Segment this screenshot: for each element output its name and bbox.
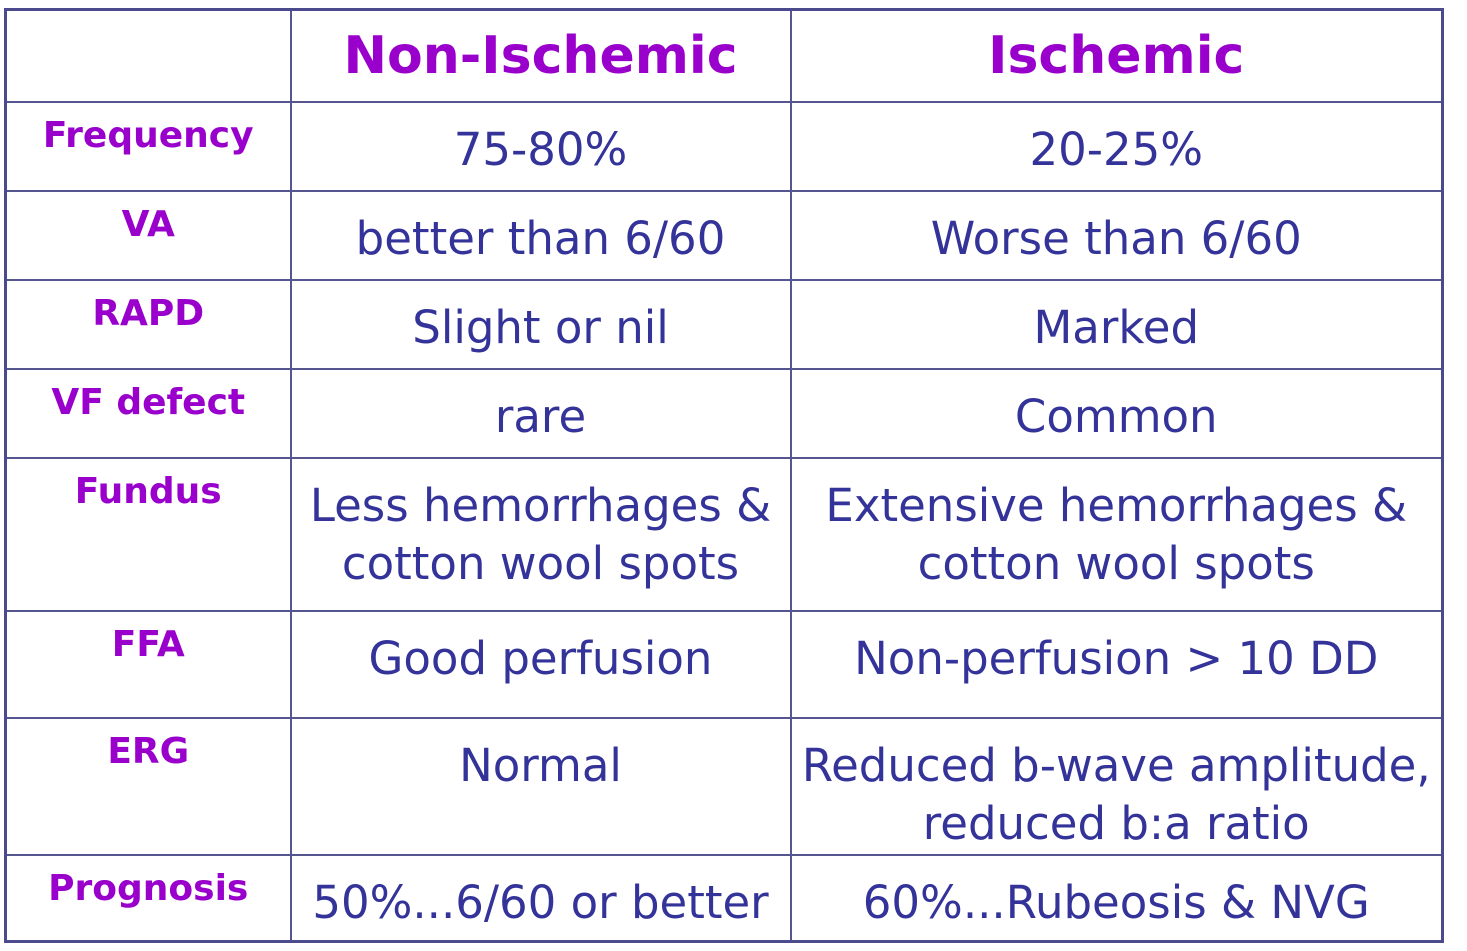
cell-ischemic: Non-perfusion > 10 DD bbox=[791, 611, 1443, 718]
row-label-prognosis: Prognosis bbox=[6, 855, 291, 942]
row-label-erg: ERG bbox=[6, 718, 291, 855]
cell-ischemic: Marked bbox=[791, 280, 1443, 369]
table-row bbox=[6, 855, 1443, 942]
row-label-ffa: FFA bbox=[6, 611, 291, 718]
cell-non-ischemic: 50%...6/60 or better bbox=[291, 855, 791, 942]
row-label-rapd: RAPD bbox=[6, 280, 291, 369]
cell-non-ischemic: better than 6/60 bbox=[291, 191, 791, 280]
cell-ischemic: Reduced b-wave amplitude, reduced b:a ratio bbox=[791, 718, 1443, 855]
cell-ischemic: Worse than 6/60 bbox=[791, 191, 1443, 280]
cell-non-ischemic: Normal bbox=[291, 718, 791, 855]
cell-non-ischemic: Good perfusion bbox=[291, 611, 791, 718]
column-header-non-ischemic: Non-Ischemic bbox=[291, 10, 791, 102]
cell-ischemic: 20-25% bbox=[791, 102, 1443, 191]
row-label-frequency: Frequency bbox=[6, 102, 291, 191]
table-row bbox=[6, 718, 1443, 855]
table-row bbox=[6, 369, 1443, 458]
table-row bbox=[6, 102, 1443, 191]
comparison-table bbox=[4, 8, 1444, 943]
table-row bbox=[6, 191, 1443, 280]
cell-non-ischemic: Slight or nil bbox=[291, 280, 791, 369]
cell-ischemic: Extensive hemorrhages & cotton wool spots bbox=[791, 458, 1443, 611]
cell-non-ischemic: Less hemorrhages & cotton wool spots bbox=[291, 458, 791, 611]
header-row bbox=[6, 10, 1443, 102]
cell-ischemic: 60%...Rubeosis & NVG bbox=[791, 855, 1443, 942]
cell-ischemic: Common bbox=[791, 369, 1443, 458]
row-label-va: VA bbox=[6, 191, 291, 280]
cell-non-ischemic: 75-80% bbox=[291, 102, 791, 191]
row-label-vf-defect: VF defect bbox=[6, 369, 291, 458]
table-row bbox=[6, 458, 1443, 611]
table-row bbox=[6, 280, 1443, 369]
row-label-fundus: Fundus bbox=[6, 458, 291, 611]
column-header-ischemic: Ischemic bbox=[791, 10, 1443, 102]
table-row bbox=[6, 611, 1443, 718]
cell-non-ischemic: rare bbox=[291, 369, 791, 458]
corner-cell bbox=[6, 10, 291, 102]
